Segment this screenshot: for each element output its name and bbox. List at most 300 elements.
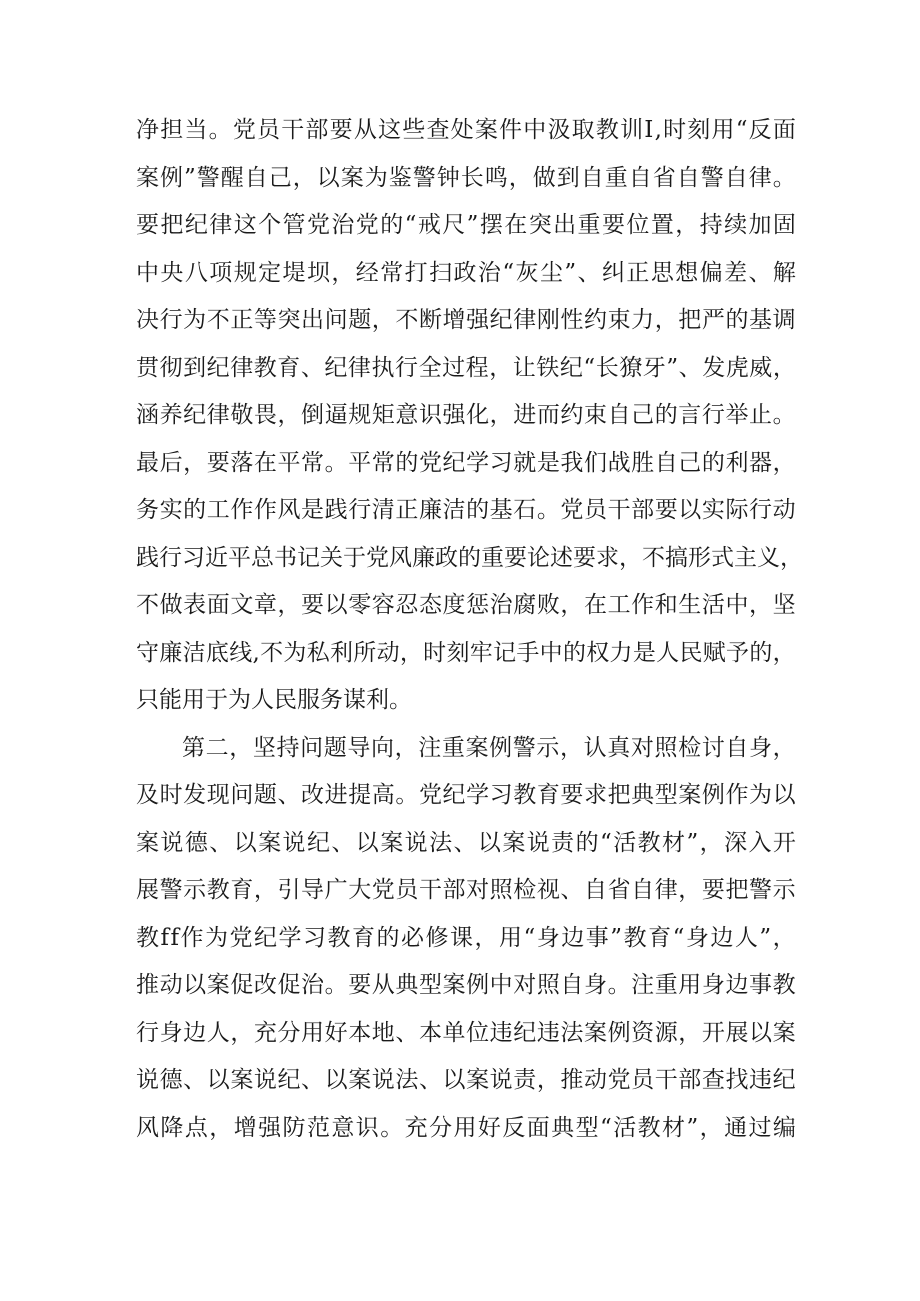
char: 向 <box>371 734 394 761</box>
char: 纪 <box>489 307 513 333</box>
char: 第 <box>182 734 205 761</box>
char: 举 <box>725 402 749 428</box>
char: 警 <box>512 734 536 761</box>
char: “ <box>502 259 515 286</box>
char: 自 <box>607 402 631 428</box>
char: 说 <box>489 1067 513 1093</box>
char: 材 <box>662 1114 686 1141</box>
char: 律 <box>748 164 772 191</box>
char: f <box>160 924 170 951</box>
char: ， <box>675 212 699 238</box>
char: 纪 <box>306 829 330 856</box>
char: 充 <box>404 1114 428 1141</box>
char: 治 <box>301 972 325 998</box>
char: 强 <box>466 307 490 333</box>
char: 总 <box>251 544 274 571</box>
char: 干 <box>418 877 442 903</box>
char: 在 <box>504 212 528 238</box>
char: 就 <box>513 449 537 476</box>
char: 化 <box>466 402 490 428</box>
char: 案 <box>136 164 159 191</box>
char: 过 <box>748 1114 772 1141</box>
char: 八 <box>184 259 208 286</box>
char: 警 <box>749 877 773 903</box>
char: 例 <box>160 164 183 191</box>
char: 案 <box>348 1067 372 1093</box>
char: ， <box>183 449 207 476</box>
char: 正 <box>395 497 419 523</box>
text-line <box>136 962 796 1010</box>
char: 汲 <box>547 117 571 143</box>
char: 纪 <box>206 354 230 381</box>
char: 照 <box>489 877 513 903</box>
text-line <box>136 1105 796 1153</box>
char: 重 <box>654 972 678 998</box>
char: ” <box>564 259 577 286</box>
char: 为 <box>183 307 207 333</box>
char: 典 <box>631 782 655 808</box>
char: 在 <box>583 592 607 618</box>
char: 进 <box>324 782 348 808</box>
char: 倒 <box>301 402 325 428</box>
text-line <box>136 772 796 820</box>
char: 部 <box>442 877 466 903</box>
char: 廉 <box>418 497 442 523</box>
char: 案 <box>772 1019 796 1046</box>
char: 利 <box>329 639 353 666</box>
char: 要 <box>601 212 625 238</box>
char: 这 <box>378 117 402 143</box>
char: 对 <box>630 734 654 761</box>
char: 党 <box>371 877 395 903</box>
char: 作 <box>725 782 749 808</box>
char: 德 <box>159 1067 183 1093</box>
char: 动 <box>159 972 183 998</box>
char: 的 <box>575 829 599 856</box>
char: 律 <box>206 402 230 428</box>
char: 、 <box>395 1019 419 1046</box>
char: 置 <box>650 212 674 238</box>
char: 自 <box>725 734 749 761</box>
char: 手 <box>516 639 540 666</box>
char: 修 <box>425 924 449 951</box>
char: 展 <box>725 1019 749 1046</box>
char: 照 <box>654 734 678 761</box>
char: 不 <box>206 307 230 333</box>
char: “ <box>404 212 417 238</box>
text-line <box>136 440 796 488</box>
char: 边 <box>561 924 585 951</box>
char: 文 <box>230 592 254 618</box>
char: 。 <box>208 117 232 143</box>
char: 行 <box>159 307 183 333</box>
char: 调 <box>772 307 796 333</box>
char: 平 <box>277 449 301 476</box>
char: 意 <box>331 1114 355 1141</box>
char: 从 <box>371 972 395 998</box>
text-line <box>136 487 796 535</box>
char: 不 <box>395 307 419 333</box>
char: 中 <box>489 972 513 998</box>
char: 底 <box>205 639 229 666</box>
char: 让 <box>512 354 536 381</box>
char: 所 <box>353 639 377 666</box>
char: 把 <box>160 212 184 238</box>
text-line <box>136 1057 796 1105</box>
char: 在 <box>253 449 277 476</box>
char: 持 <box>276 734 300 761</box>
char: ， <box>229 734 253 761</box>
char: 经 <box>355 259 379 286</box>
char: 到 <box>183 354 207 381</box>
char: 自 <box>631 877 655 903</box>
char: 强 <box>258 1114 282 1141</box>
char: 力 <box>631 307 655 333</box>
char: 意 <box>395 402 419 428</box>
char: 作 <box>253 497 277 523</box>
char: 处 <box>450 117 474 143</box>
char: 要 <box>136 212 159 238</box>
char: 本 <box>418 1019 442 1046</box>
char: 点 <box>184 1114 208 1141</box>
char: 用 <box>499 924 523 951</box>
char: 党 <box>366 544 389 571</box>
char: 定 <box>258 259 282 286</box>
char: 说 <box>371 1067 395 1093</box>
char: 教 <box>595 117 619 143</box>
char: 识 <box>418 402 442 428</box>
char: 决 <box>136 307 159 333</box>
char: 加 <box>748 212 772 238</box>
text-line <box>136 392 796 440</box>
char: ， <box>772 354 796 381</box>
char: 、 <box>331 829 355 856</box>
char: 分 <box>429 1114 453 1141</box>
char: 问 <box>230 782 254 808</box>
char: 注 <box>631 972 655 998</box>
char: 予 <box>726 639 750 666</box>
char: 行 <box>395 354 419 381</box>
char: 的 <box>725 307 749 333</box>
char: 私 <box>306 639 330 666</box>
char: 自 <box>583 877 607 903</box>
char: 中 <box>539 639 563 666</box>
char: 重 <box>441 734 465 761</box>
char: ， <box>772 639 796 666</box>
text-line <box>136 202 796 250</box>
char: 逼 <box>324 402 348 428</box>
char: 是 <box>301 497 325 523</box>
char: 、 <box>277 782 301 808</box>
char: “ <box>600 1114 612 1141</box>
char: 德 <box>184 829 208 856</box>
char: 发 <box>702 354 726 381</box>
char: 真 <box>607 734 631 761</box>
char: 器 <box>749 449 773 476</box>
char: 推 <box>560 1067 584 1093</box>
char: 以 <box>206 1067 230 1093</box>
char: 的 <box>183 497 207 523</box>
char: 教 <box>637 1114 661 1141</box>
char: ， <box>209 1114 233 1141</box>
char: 二 <box>205 734 229 761</box>
char: 而 <box>536 402 560 428</box>
char: ， <box>399 639 423 666</box>
char: 边 <box>725 972 749 998</box>
char: 导 <box>301 877 325 903</box>
char: 违 <box>536 1019 560 1046</box>
char: 讨 <box>701 734 725 761</box>
char: 行 <box>348 497 372 523</box>
char: 清 <box>371 497 395 523</box>
char: 常 <box>301 449 325 476</box>
char: 工 <box>206 497 230 523</box>
char: 长 <box>595 354 619 381</box>
char: 自 <box>244 164 268 191</box>
char: 用 <box>711 117 735 143</box>
char: 学 <box>466 782 490 808</box>
char: 自 <box>560 972 584 998</box>
char: 以 <box>355 829 379 856</box>
char: 持 <box>699 212 723 238</box>
char: ， <box>394 734 418 761</box>
char: 的 <box>701 449 725 476</box>
char: 坚 <box>772 592 796 618</box>
char: 典 <box>395 972 419 998</box>
char: 中 <box>523 117 547 143</box>
char: 育 <box>230 877 254 903</box>
char: 责 <box>551 829 575 856</box>
char: 重 <box>604 164 628 191</box>
char: 身 <box>159 1019 183 1046</box>
char: 教 <box>513 782 537 808</box>
text-line <box>136 582 796 630</box>
char: 课 <box>450 924 474 951</box>
char: 活 <box>613 1114 637 1141</box>
char: 程 <box>465 354 489 381</box>
char: 习 <box>489 782 513 808</box>
char: 入 <box>748 829 772 856</box>
char: 案 <box>258 829 282 856</box>
char: 推 <box>136 972 159 998</box>
paragraph-first-line <box>136 725 796 773</box>
char: 实 <box>701 497 725 523</box>
char: 例 <box>489 734 513 761</box>
char: 案 <box>583 1019 607 1046</box>
char: 思 <box>650 259 674 286</box>
char: 材 <box>662 829 686 856</box>
char: 边 <box>183 1019 207 1046</box>
char: ” <box>610 924 623 951</box>
char: 党 <box>560 497 584 523</box>
char: 常 <box>380 259 404 286</box>
char: 活 <box>613 829 637 856</box>
char: 防 <box>282 1114 306 1141</box>
char: 平 <box>228 544 251 571</box>
char: 党 <box>418 449 442 476</box>
char: 员 <box>583 497 607 523</box>
char: 改 <box>301 782 325 808</box>
char: 教 <box>637 829 661 856</box>
char: 廉 <box>159 639 183 666</box>
char: 广 <box>324 877 348 903</box>
char: 突 <box>528 212 552 238</box>
char: 贯 <box>136 354 159 381</box>
text-line <box>136 820 796 868</box>
char: 习 <box>182 544 205 571</box>
char: 中 <box>725 592 749 618</box>
char: 以 <box>183 972 207 998</box>
char: 关 <box>320 544 343 571</box>
char: 的 <box>562 639 586 666</box>
char: 止 <box>749 402 773 428</box>
char: 治 <box>489 592 513 618</box>
char: 员 <box>631 1067 655 1093</box>
char: 基 <box>489 497 513 523</box>
char: “ <box>672 924 685 951</box>
char: 题 <box>348 307 372 333</box>
char: 警 <box>412 164 436 191</box>
char: 、 <box>301 1067 325 1093</box>
char: 法 <box>429 829 453 856</box>
char: ， <box>536 1067 560 1093</box>
char: 本 <box>348 1019 372 1046</box>
char: 等 <box>253 307 277 333</box>
char: ” <box>686 829 699 856</box>
char: 要 <box>206 449 230 476</box>
char: 以 <box>233 829 257 856</box>
char: 求 <box>596 544 619 571</box>
char: 育 <box>352 924 376 951</box>
char: 事 <box>585 924 609 951</box>
char: 对 <box>513 972 537 998</box>
char: 视 <box>536 877 560 903</box>
char: 开 <box>772 829 796 856</box>
char: 说 <box>404 829 428 856</box>
char: 增 <box>442 307 466 333</box>
char: 。 <box>380 1114 404 1141</box>
char: 约 <box>560 402 584 428</box>
char: 基 <box>749 307 773 333</box>
char: 身 <box>536 924 560 951</box>
char: 边 <box>710 924 734 951</box>
char: 为 <box>283 639 307 666</box>
char: 自 <box>628 164 652 191</box>
char: 党 <box>418 782 442 808</box>
char: 检 <box>513 877 537 903</box>
char: 位 <box>626 212 650 238</box>
char: 记 <box>493 639 517 666</box>
char: 教 <box>772 972 796 998</box>
char: 线 <box>229 639 253 666</box>
char: 行 <box>159 544 182 571</box>
char: 时 <box>159 782 183 808</box>
char: 。 <box>324 972 348 998</box>
char: 源 <box>654 1019 678 1046</box>
char: 行 <box>749 497 773 523</box>
char: ” <box>466 212 479 238</box>
char: 违 <box>749 1067 773 1093</box>
char: ， <box>772 449 796 476</box>
char: 工 <box>607 592 631 618</box>
char: 地 <box>371 1019 395 1046</box>
char: “ <box>583 354 596 381</box>
char: 省 <box>607 877 631 903</box>
char: 件 <box>499 117 523 143</box>
char: 的 <box>395 449 419 476</box>
char: 纪 <box>254 924 278 951</box>
char: 以 <box>477 829 501 856</box>
char: 度 <box>442 592 466 618</box>
char: 把 <box>725 877 749 903</box>
char: 政 <box>453 259 477 286</box>
char: ” <box>759 924 772 951</box>
char: 石 <box>513 497 537 523</box>
char: “ <box>735 117 748 143</box>
char: ， <box>678 877 702 903</box>
char: 面 <box>526 1114 550 1141</box>
char: 灰 <box>515 259 539 286</box>
char: 员 <box>395 877 419 903</box>
char: 、 <box>300 354 324 381</box>
char: 束 <box>583 402 607 428</box>
char: 提 <box>348 782 372 808</box>
char: 认 <box>583 734 607 761</box>
char: ， <box>699 829 723 856</box>
char: 、 <box>453 829 477 856</box>
char: 把 <box>678 307 702 333</box>
char: 、 <box>183 1067 207 1093</box>
char: 以 <box>442 1067 466 1093</box>
char: 充 <box>253 1019 277 1046</box>
char: 促 <box>230 972 254 998</box>
char: 过 <box>442 354 466 381</box>
char: 党 <box>229 924 253 951</box>
char: ， <box>560 734 583 761</box>
char: 牙 <box>642 354 666 381</box>
char: 这 <box>233 212 257 238</box>
char: 践 <box>136 544 159 571</box>
char: ， <box>277 592 301 618</box>
char: 发 <box>183 782 207 808</box>
char: 战 <box>607 449 631 476</box>
char: 纪 <box>772 1067 796 1093</box>
text-line <box>136 297 796 345</box>
char: 位 <box>466 1019 490 1046</box>
text-line <box>136 107 796 155</box>
char: ， <box>654 307 678 333</box>
char: 执 <box>371 354 395 381</box>
char: 生 <box>678 592 702 618</box>
char: 律 <box>513 307 537 333</box>
char: 虎 <box>725 354 749 381</box>
char: 涵 <box>136 402 159 428</box>
char: 出 <box>553 212 577 238</box>
char: 现 <box>206 782 230 808</box>
char: ， <box>749 592 773 618</box>
char: 时 <box>663 117 687 143</box>
char: 偏 <box>699 259 723 286</box>
char: 作 <box>230 497 254 523</box>
char: I <box>644 117 654 143</box>
char: 言 <box>678 402 702 428</box>
char: 范 <box>306 1114 330 1141</box>
char: 好 <box>324 1019 348 1046</box>
char: 从 <box>353 117 377 143</box>
char: 尘 <box>539 259 563 286</box>
char: 以 <box>678 497 702 523</box>
char: 规 <box>233 259 257 286</box>
